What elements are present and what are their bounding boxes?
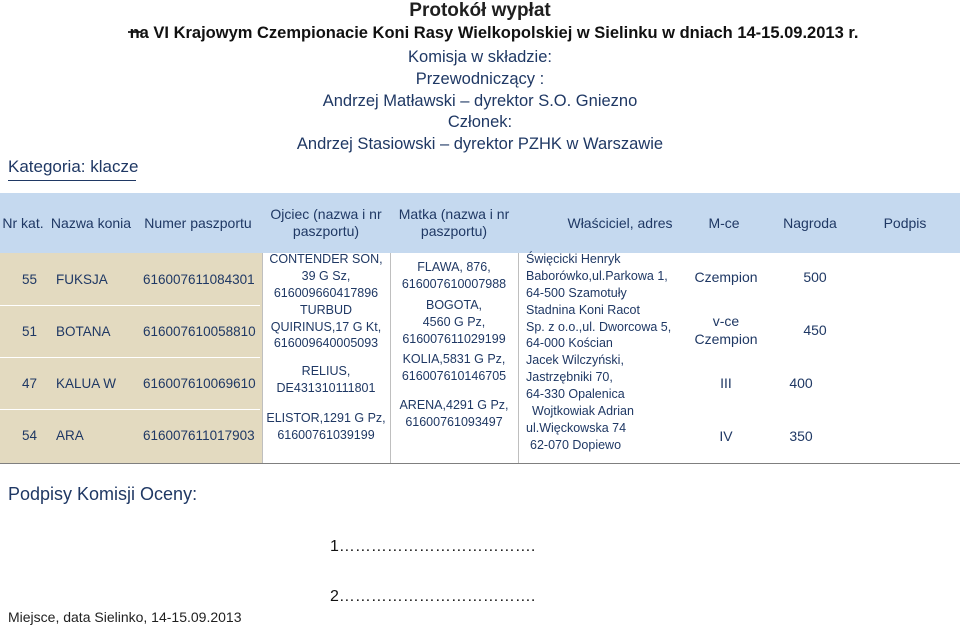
place-1: Czempion <box>694 269 758 285</box>
place-2b: Czempion <box>694 331 758 347</box>
table-row <box>0 253 255 305</box>
place-3: III <box>720 375 732 391</box>
prize-3: 400 <box>789 375 813 391</box>
row-name: FUKSJA <box>56 271 108 287</box>
header-passport: Numer paszportu <box>144 214 252 231</box>
owner-line: ul.Więckowska 74 <box>526 420 627 435</box>
sire-line: DE431310111801 <box>276 381 376 396</box>
row-nr: 55 <box>22 271 38 287</box>
sire-line: 616009640005093 <box>273 336 379 351</box>
row-passport: 616007610058810 <box>143 323 256 339</box>
signature-line-2: 2………………………………. <box>330 588 536 605</box>
results-table <box>0 193 960 463</box>
dam-line: 616007610146705 <box>401 369 507 384</box>
header-owner: Właściciel, adres <box>567 214 673 231</box>
dam-line: KOLIA,5831 G Pz, <box>402 352 506 367</box>
header-dam: Matka (nazwa i nr paszportu) <box>398 206 510 239</box>
row-name: KALUA W <box>56 375 117 391</box>
table-row <box>0 409 255 461</box>
member-name: Andrzej Stasiowski – dyrektor PZHK w Warszawie <box>296 135 664 153</box>
sire-line: 616009660417896 <box>273 285 379 300</box>
row-nr: 54 <box>22 427 38 443</box>
header-sign: Podpis <box>883 214 927 231</box>
row-nr: 51 <box>22 323 38 339</box>
category-underline <box>8 180 136 181</box>
dam-cell <box>390 259 518 431</box>
dam-line: 616007610007988 <box>401 276 507 291</box>
dam-line: 61600761093497 <box>405 415 503 429</box>
signatures-label: Podpisy Komisji Oceny: <box>8 484 198 504</box>
prize-4: 350 <box>789 428 813 444</box>
document-title: Protokół wypłat <box>409 0 551 21</box>
dam-line: 4560 G Pz, <box>422 314 486 329</box>
owner-line: Baborówko,ul.Parkowa 1, <box>526 268 668 283</box>
col-separator <box>518 253 519 463</box>
table-row <box>0 357 256 409</box>
owner-line: Wojtkowiak Adrian <box>532 403 634 418</box>
row-name: ARA <box>56 427 84 443</box>
owner-line: Jastrzębniki 70, <box>526 370 613 385</box>
header-sire: Ojciec (nazwa i nr paszportu) <box>270 206 382 239</box>
sire-line: RELIUS, <box>301 364 351 379</box>
row-name: BOTANA <box>56 323 111 339</box>
header-nr: Nr kat. <box>2 214 44 231</box>
prize-1: 500 <box>803 269 827 285</box>
dam-line: 616007611029199 <box>402 331 506 346</box>
owner-line: 64-000 Kościan <box>526 336 613 351</box>
sire-line: 61600761039199 <box>277 427 375 442</box>
owner-cell <box>526 251 686 454</box>
owner-line: Jacek Wilczyński, <box>526 353 624 368</box>
place-2a: v-ce <box>712 313 740 329</box>
event-line: na VI Krajowym Czempionacie Koni Rasy Wielkopolskiej w Sielinku w dniach 14-15.09.2013 r. <box>129 24 859 42</box>
owner-line: 64-500 Szamotuły <box>526 285 627 300</box>
sire-line: ELISTOR,1291 G Pz, <box>266 411 386 425</box>
dam-line: ARENA,4291 G Pz, <box>399 398 509 413</box>
dam-line: FLAWA, 876, <box>417 260 491 274</box>
category-label: Kategoria: klacze <box>8 157 139 176</box>
row-nr: 47 <box>22 375 38 391</box>
row-passport: 616007611017903 <box>143 427 255 443</box>
owner-line: Święcicki Henryk <box>526 252 621 266</box>
sire-line: 39 G Sz, <box>301 268 351 283</box>
header-prize: Nagroda <box>783 214 837 231</box>
owner-line: Sp. z o.o.,ul. Dworcowa 5, <box>526 319 672 334</box>
sire-line: CONTENDER SON, <box>269 252 383 266</box>
sire-line: QUIRINUS,17 G Kt, <box>270 319 382 334</box>
table-header <box>0 193 960 253</box>
owner-line: 64-330 Opalenica <box>526 387 625 401</box>
dam-line: BOGOTA, <box>425 297 483 312</box>
sire-line: TURBUD <box>299 302 353 317</box>
member-label: Członek: <box>447 113 513 131</box>
place-4: IV <box>719 428 733 444</box>
sire-cell <box>262 251 390 444</box>
owner-line: 62-070 Dopiewo <box>530 437 622 452</box>
header-place: M-ce <box>708 214 740 231</box>
committee-line: Komisja w składzie: <box>408 48 552 66</box>
row-passport: 616007611084301 <box>143 271 255 287</box>
chairman-label: Przewodniczący : <box>415 70 545 88</box>
owner-line: Stadnina Koni Racot <box>526 302 640 317</box>
header-name: Nazwa konia <box>50 214 132 231</box>
table-row <box>0 305 256 357</box>
prize-2: 450 <box>803 322 827 338</box>
row-passport: 616007610069610 <box>143 375 256 391</box>
chairman-name: Andrzej Matławski – dyrektor S.O. Gniezno <box>322 92 638 110</box>
place-date: Miejsce, data Sielinko, 14-15.09.2013 <box>8 609 242 625</box>
signature-line-1: 1………………………………. <box>330 538 536 555</box>
